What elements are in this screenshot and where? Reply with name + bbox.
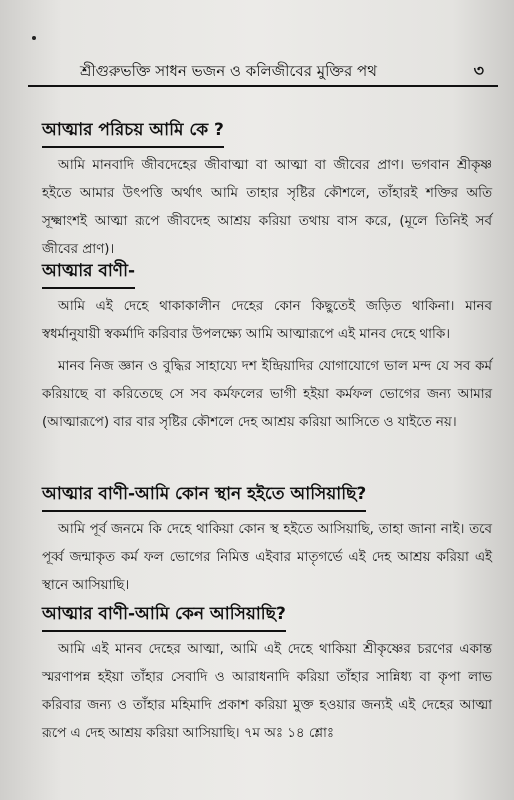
header-rule	[28, 85, 498, 87]
section-paragraph: আমি এই দেহে থাকাকালীন দেহের কোন কিছুতেই জড়িত থাকিনা। মানব স্বধর্মানুযায়ী স্বকর্মাদি করিবার উপলক্ষ্যে আমি আত্মারূপে এই মানব দেহে থাকি।	[42, 299, 492, 342]
section-heading: আত্মার বাণী-আমি কেন আসিয়াছি?	[42, 601, 286, 632]
page-header	[28, 58, 498, 88]
section-paragraph: আমি এই মানব দেহের আত্মা, আমি এই দেহে থাকিয়া শ্রীকৃষ্ণের চরণের একান্ত স্মরণাপন্ন হইয়া তাঁহার সেবাদি ও আরাধনাদি করিয়া তাঁহার সান্নিধ্য বা কৃপা লাভ করিবার জন্য ও তাঁহার মহিমাদি প্রকাশ করিয়া মুক্ত হওয়ার জন্যই এই দেহের আত্মা রূপে এ দেহ আশ্রয় করিয়া আসিয়াছি। ৭ম অঃ ১৪ শ্লোঃ	[42, 642, 492, 741]
section-paragraph: আমি মানবাদি জীবদেহের জীবাত্মা বা আত্মা বা জীবের প্রাণ। ভগবান শ্রীকৃষ্ণ হইতে আমার উৎপত্তি অর্থাৎ আমি তাহার সৃষ্টির কৌশলে, তাঁহারই শক্তির অতি সূক্ষ্মাংশই আত্মা রূপে জীবদেহ আশ্রয় করিয়া তথায় বাস করে, (মূলে তিনিই সর্ব জীবের প্রাণ)।	[42, 158, 492, 257]
section-who-am-i	[42, 117, 492, 264]
section-heading: আত্মার পরিচয় আমি কে ?	[42, 117, 224, 148]
section-heading: আত্মার বাণী-	[42, 258, 135, 289]
ink-dot	[32, 36, 36, 40]
running-title: শ্রীগুরুভক্তি সাধন ভজন ও কলিজীবের মুক্তির পথ	[80, 62, 377, 80]
section-soul-speech	[42, 258, 492, 437]
section-paragraph: মানব নিজ জ্ঞান ও বুদ্ধির সাহায্যে দশ ইন্দ্রিয়াদির যোগাযোগে ভাল মন্দ যে সব কর্ম করিয়াছে বা করিতেছে সে সব কর্মফলের ভাগী হইয়া কর্মফল ভোগের জন্য আমার (আত্মারূপে) বার বার সৃষ্টির কৌশলে দেহ আশ্রয় করিয়া আসিতে ও যাইতে নয়।	[42, 359, 492, 430]
section-heading: আত্মার বাণী-আমি কোন স্থান হইতে আসিয়াছি?	[42, 481, 366, 512]
section-paragraph: আমি পূর্ব জনমে কি দেহে থাকিয়া কোন স্থ হইতে আসিয়াছি, তাহা জানা নাই। তবে পূর্ব্ব জন্মাকৃত কর্ম ফল ভোগের নিমিত্ত এইবার মাতৃগর্ভে এই দেহ আশ্রয় করিয়া এই স্থানে আসিয়াছি।	[42, 522, 492, 593]
page-number: ৩	[473, 61, 484, 80]
section-why-came	[42, 601, 492, 748]
section-where-from	[42, 481, 492, 600]
